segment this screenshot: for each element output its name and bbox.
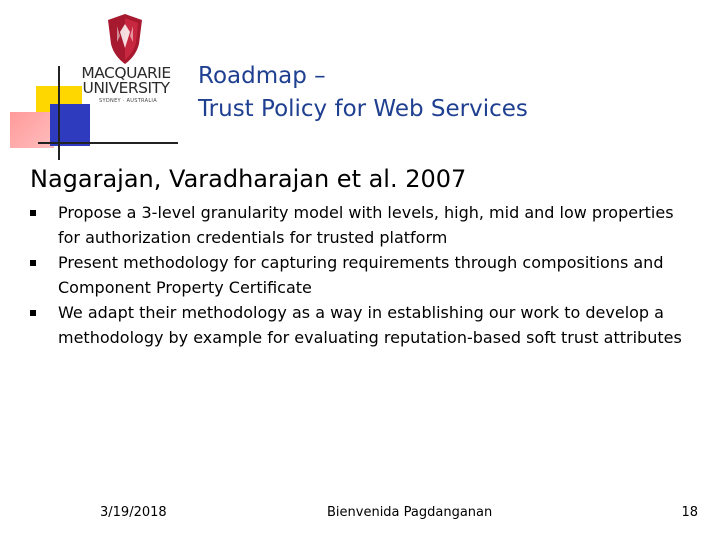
- decorative-horizontal-line: [38, 142, 178, 144]
- slide-title: [198, 60, 698, 126]
- bullet-item: [30, 250, 700, 300]
- bullet-text: We adapt their methodology as a way in establishing our work to develop a methodology by example for evaluating reputation-based soft trust attributes: [58, 303, 682, 347]
- logo-wordmark-line1: MACQUARIE: [81, 64, 171, 82]
- section-heading: Nagarajan, Varadharajan et al. 2007: [30, 165, 467, 193]
- slide-title-line1: Roadmap –: [198, 63, 326, 89]
- decorative-vertical-line: [58, 66, 60, 160]
- shield-icon: [108, 14, 142, 64]
- footer-author: Bienvenida Pagdanganan: [327, 505, 493, 520]
- square-bullet-icon: [30, 210, 36, 216]
- logo-tagline: SYDNEY · AUSTRALIA: [99, 98, 157, 104]
- decorative-blue-square: [50, 104, 90, 146]
- slide-title-line2: Trust Policy for Web Services: [198, 96, 528, 122]
- bullet-item: [30, 200, 700, 250]
- footer-date: 3/19/2018: [100, 505, 167, 520]
- bullet-text: Propose a 3-level granularity model with levels, high, mid and low properties for authorization credentials for trusted platform: [58, 203, 674, 247]
- university-logo: [76, 14, 176, 106]
- bullet-list: [30, 200, 700, 350]
- logo-wordmark-line2: UNIVERSITY: [82, 79, 170, 97]
- square-bullet-icon: [30, 310, 36, 316]
- bullet-text: Present methodology for capturing requirements through compositions and Component Property Certificate: [58, 253, 664, 297]
- square-bullet-icon: [30, 260, 36, 266]
- footer-page-number: 18: [681, 505, 698, 520]
- bullet-item: [30, 300, 700, 350]
